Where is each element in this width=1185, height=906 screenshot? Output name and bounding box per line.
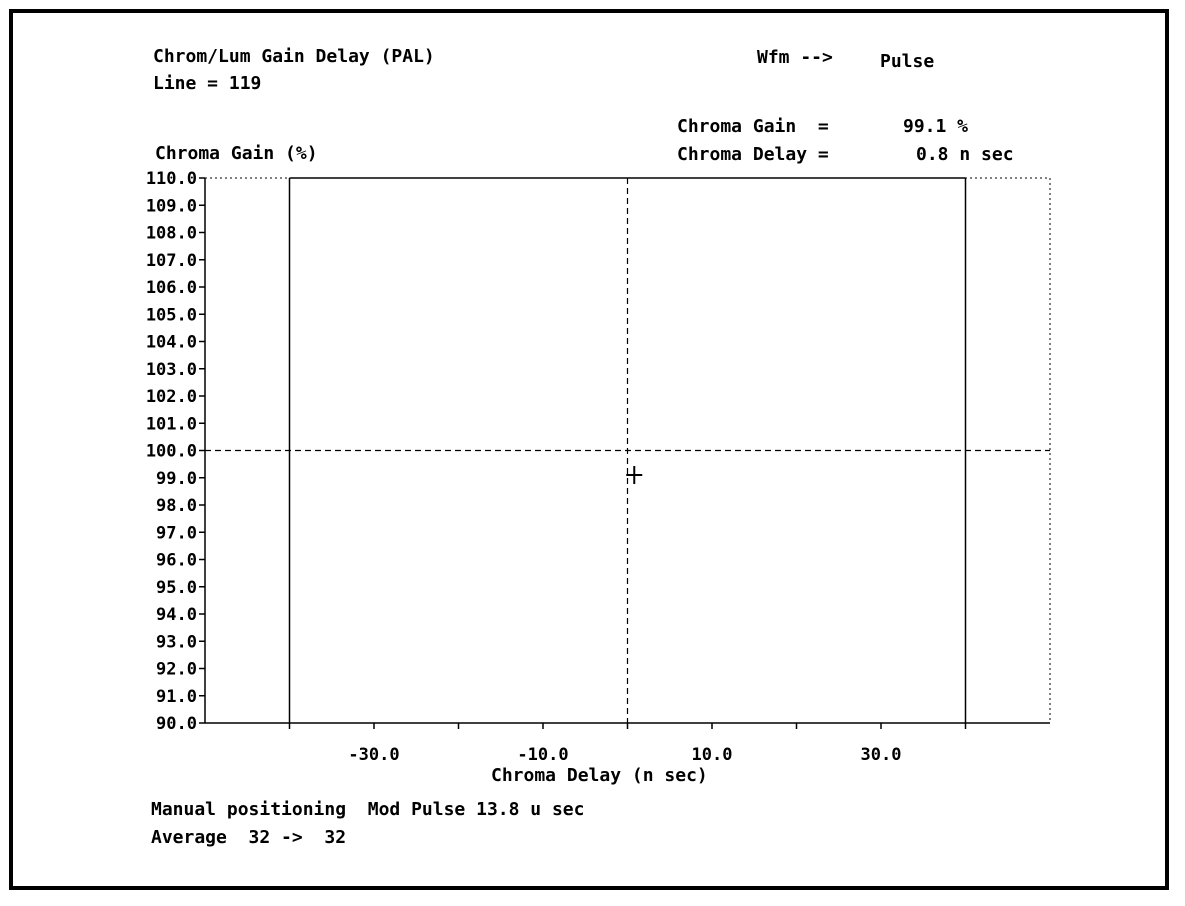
y-tick-label: 90.0: [156, 714, 197, 734]
chroma-delay-readout-value: 0.8 n sec: [916, 144, 1014, 165]
y-tick-label: 92.0: [156, 659, 197, 680]
y-tick-label: 108.0: [145, 223, 197, 244]
y-tick-label: 105.0: [145, 305, 197, 326]
y-tick-label: 106.0: [145, 278, 197, 298]
chroma-gain-readout-label: Chroma Gain =: [677, 116, 829, 137]
y-tick-label: 91.0: [156, 686, 197, 707]
y-tick-label: 104.0: [145, 332, 197, 353]
y-tick-label: 110.0: [145, 169, 197, 189]
y-tick-label: 99.0: [156, 468, 197, 489]
x-tick-label: -10.0: [517, 745, 569, 765]
positioning-mode: Manual positioning Mod Pulse 13.8 u sec: [151, 799, 585, 820]
chroma-delay-readout-label: Chroma Delay =: [677, 144, 829, 165]
measurement-point-marker: [626, 466, 642, 484]
line-number: Line = 119: [153, 73, 262, 94]
waveform-value: Pulse: [880, 51, 935, 72]
y-tick-label: 98.0: [156, 496, 197, 516]
x-axis-label: Chroma Delay (n sec): [491, 765, 708, 786]
y-tick-label: 109.0: [145, 196, 197, 217]
y-tick-label: 97.0: [156, 523, 197, 544]
y-tick-label: 102.0: [145, 387, 197, 407]
y-tick-label: 103.0: [145, 359, 197, 380]
chart-title: Chrom/Lum Gain Delay (PAL): [153, 46, 435, 67]
y-tick-label: 96.0: [156, 550, 197, 571]
y-tick-label: 93.0: [156, 632, 197, 653]
y-tick-label: 107.0: [145, 250, 197, 271]
y-axis-label: Chroma Gain (%): [155, 143, 318, 164]
y-tick-label: 94.0: [156, 605, 197, 625]
x-tick-label: 30.0: [860, 745, 902, 765]
x-tick-label: 10.0: [691, 745, 733, 765]
y-tick-label: 100.0: [145, 441, 197, 462]
y-tick-label: 95.0: [156, 577, 197, 598]
waveform-label: Wfm -->: [757, 47, 833, 68]
x-tick-label: -30.0: [348, 745, 400, 765]
chroma-gain-readout-value: 99.1 %: [903, 116, 969, 137]
average-setting: Average 32 -> 32: [151, 827, 347, 848]
y-tick-label: 101.0: [145, 414, 197, 435]
